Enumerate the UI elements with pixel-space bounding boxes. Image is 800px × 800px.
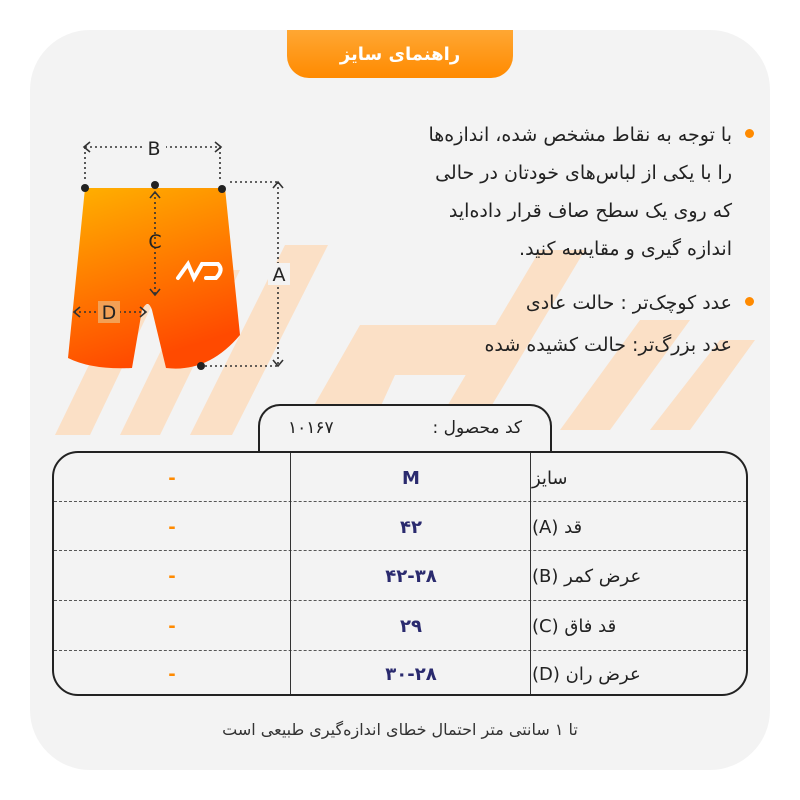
row-value: ۴۲ <box>400 516 422 538</box>
row-value: ۴۲-۳۸ <box>385 565 437 587</box>
row-other: - <box>168 565 176 587</box>
row-label: عرض ران (D) <box>532 663 641 685</box>
measurement-note: تا ۱ سانتی متر احتمال خطای اندازه‌گیری طبیعی است <box>222 720 578 739</box>
row-label: عرض کمر (B) <box>532 565 642 587</box>
table-row <box>54 649 746 696</box>
instruction-line: عدد کوچک‌تر : حالت عادی <box>525 292 732 314</box>
label-b: B <box>147 138 161 160</box>
table-header-row <box>54 453 746 503</box>
row-other: - <box>168 516 176 538</box>
row-label: قد (A) <box>532 516 583 538</box>
row-label: قد فاق (C) <box>532 615 617 637</box>
instruction-line: را با یکی از لباس‌های خودتان در حالی <box>435 162 732 184</box>
product-code-tag <box>258 404 552 456</box>
row-value: ۲۹ <box>400 615 422 637</box>
row-other: - <box>168 663 176 685</box>
instruction-line: اندازه گیری و مقایسه کنید. <box>519 238 732 260</box>
table-row <box>54 601 746 651</box>
table-header-other: - <box>168 467 176 489</box>
table-row <box>54 502 746 552</box>
page-title: راهنمای سایز <box>339 43 461 65</box>
instruction-line: که روی یک سطح صاف قرار داده‌اید <box>448 200 732 222</box>
instruction-bullet-numbers <box>301 284 756 364</box>
size-table <box>52 451 748 696</box>
table-header-size: M <box>402 467 420 489</box>
product-code-label: کد محصول : <box>432 418 522 438</box>
label-c: C <box>148 231 162 253</box>
row-other: - <box>168 615 176 637</box>
row-value: ۳۰-۲۸ <box>385 663 437 685</box>
table-row <box>54 551 746 601</box>
label-a: A <box>272 264 286 286</box>
instruction-bullet-measure <box>301 116 756 268</box>
label-d: D <box>101 302 117 324</box>
column-divider <box>530 453 531 694</box>
page-title-tab <box>287 30 513 78</box>
shorts-diagram <box>60 130 300 380</box>
table-header-label: سایز <box>532 467 568 489</box>
product-code-value: ۱۰۱۶۷ <box>288 418 334 438</box>
instructions <box>301 116 756 380</box>
instruction-line: با توجه به نقاط مشخص شده، اندازه‌ها <box>428 124 732 146</box>
column-divider <box>290 453 291 694</box>
instruction-line: عدد بزرگ‌تر: حالت کشیده شده <box>484 334 732 356</box>
